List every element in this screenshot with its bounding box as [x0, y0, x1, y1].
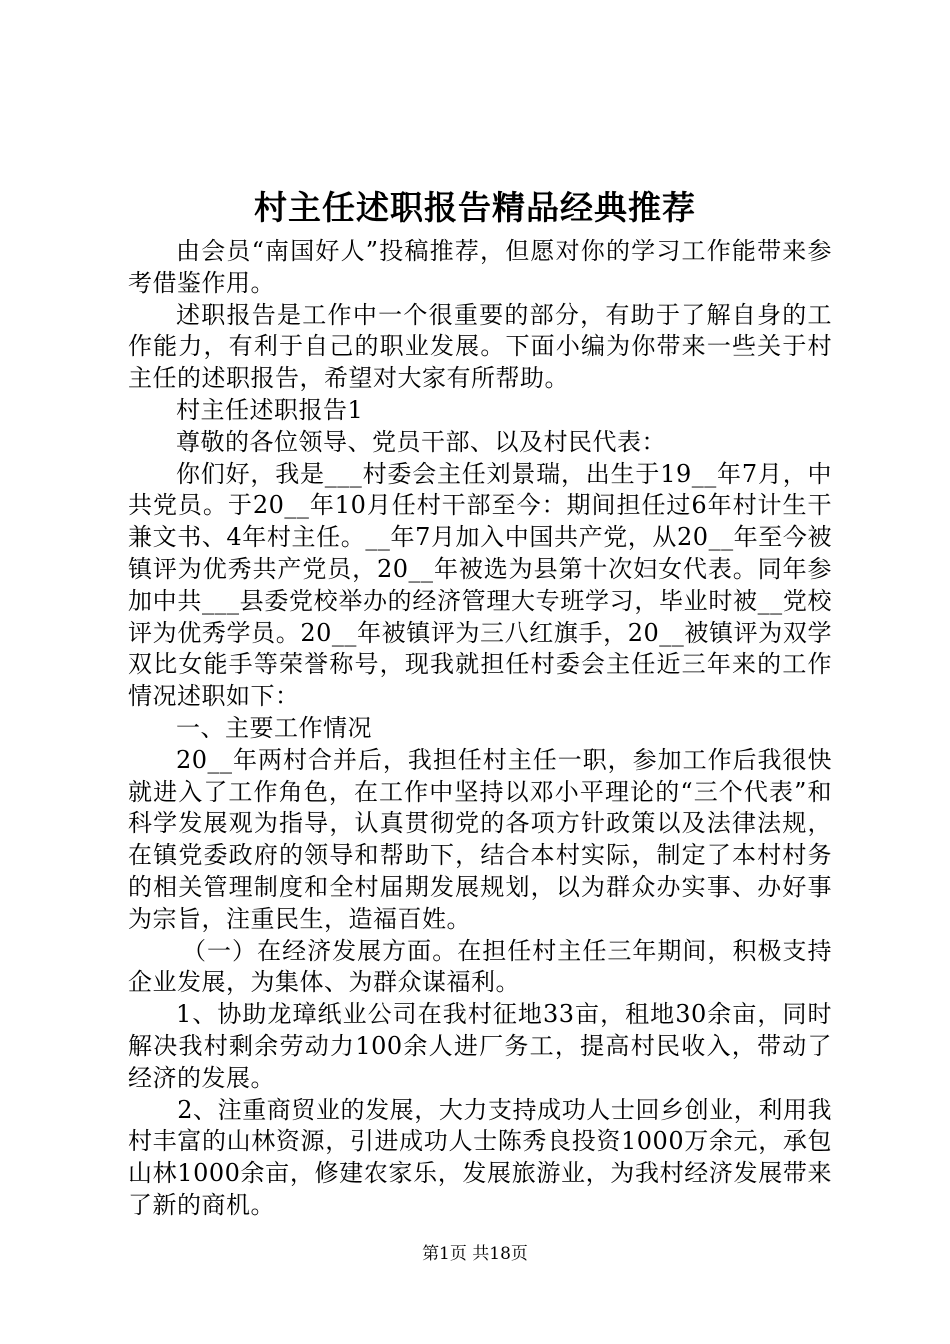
- document-body: [128, 236, 832, 1222]
- document-title: 村主任述职报告精品经典推荐: [254, 188, 696, 227]
- paragraph-salutation: 尊敬的各位领导、党员干部、以及村民代表：: [176, 427, 666, 456]
- paragraph-self-intro: 你们好，我是___村委会主任刘景瑞，出生于19__年7月，中共党员。于20__年10月任村干部至今：期间担任过6年村计生干兼文书、4年村主任。__年7月加入中国共产党，从20__年至今被镇评为优秀共产党员，20__年被选为县第十次妇女代表。同年参加中共___县委党校举办的经济管理大专班学习，毕业时被__党校评为优秀学员。20__年被镇评为三八红旗手，20__被镇评为双学双比女能手等荣誉称号，现我就担任村委会主任近三年来的工作情况述职如下：: [128, 459, 832, 711]
- paragraph-intro: 由会员“南国好人”投稿推荐，但愿对你的学习工作能带来参考借鉴作用。: [128, 237, 832, 297]
- paragraph-item-2: 2、注重商贸业的发展，大力支持成功人士回乡创业，利用我村丰富的山林资源，引进成功人士陈秀良投资1000万余元，承包山林1000余亩，修建农家乐，发展旅游业，为我村经济发展带来了新的商机。: [128, 1095, 832, 1219]
- paragraph-work-overview: 20__年两村合并后，我担任村主任一职，参加工作后我很快就进入了工作角色，在工作中坚持以邓小平理论的“三个代表”和科学发展观为指导，认真贯彻党的各项方针政策以及法律法规，在镇党委政府的领导和帮助下，结合本村实际，制定了本村村务的相关管理制度和全村届期发展规划，以为群众办实事、办好事为宗旨，注重民生，造福百姓。: [128, 745, 832, 933]
- paragraph-preface: 述职报告是工作中一个很重要的部分，有助于了解自身的工作能力，有利于自己的职业发展。下面小编为你带来一些关于村主任的述职报告，希望对大家有所帮助。: [128, 300, 832, 393]
- paragraph-heading-report: 村主任述职报告1: [176, 395, 364, 424]
- paragraph-section-heading: 一、主要工作情况: [176, 713, 372, 742]
- page-footer: 第1页 共18页: [422, 1244, 528, 1264]
- paragraph-item-1: 1、协助龙璋纸业公司在我村征地33亩，租地30余亩，同时解决我村剩余劳动力100余人进厂务工，提高村民收入，带动了经济的发展。: [128, 1000, 832, 1092]
- paragraph-economy-heading: （一）在经济发展方面。在担任村主任三年期间，积极支持企业发展，为集体、为群众谋福利。: [128, 936, 832, 997]
